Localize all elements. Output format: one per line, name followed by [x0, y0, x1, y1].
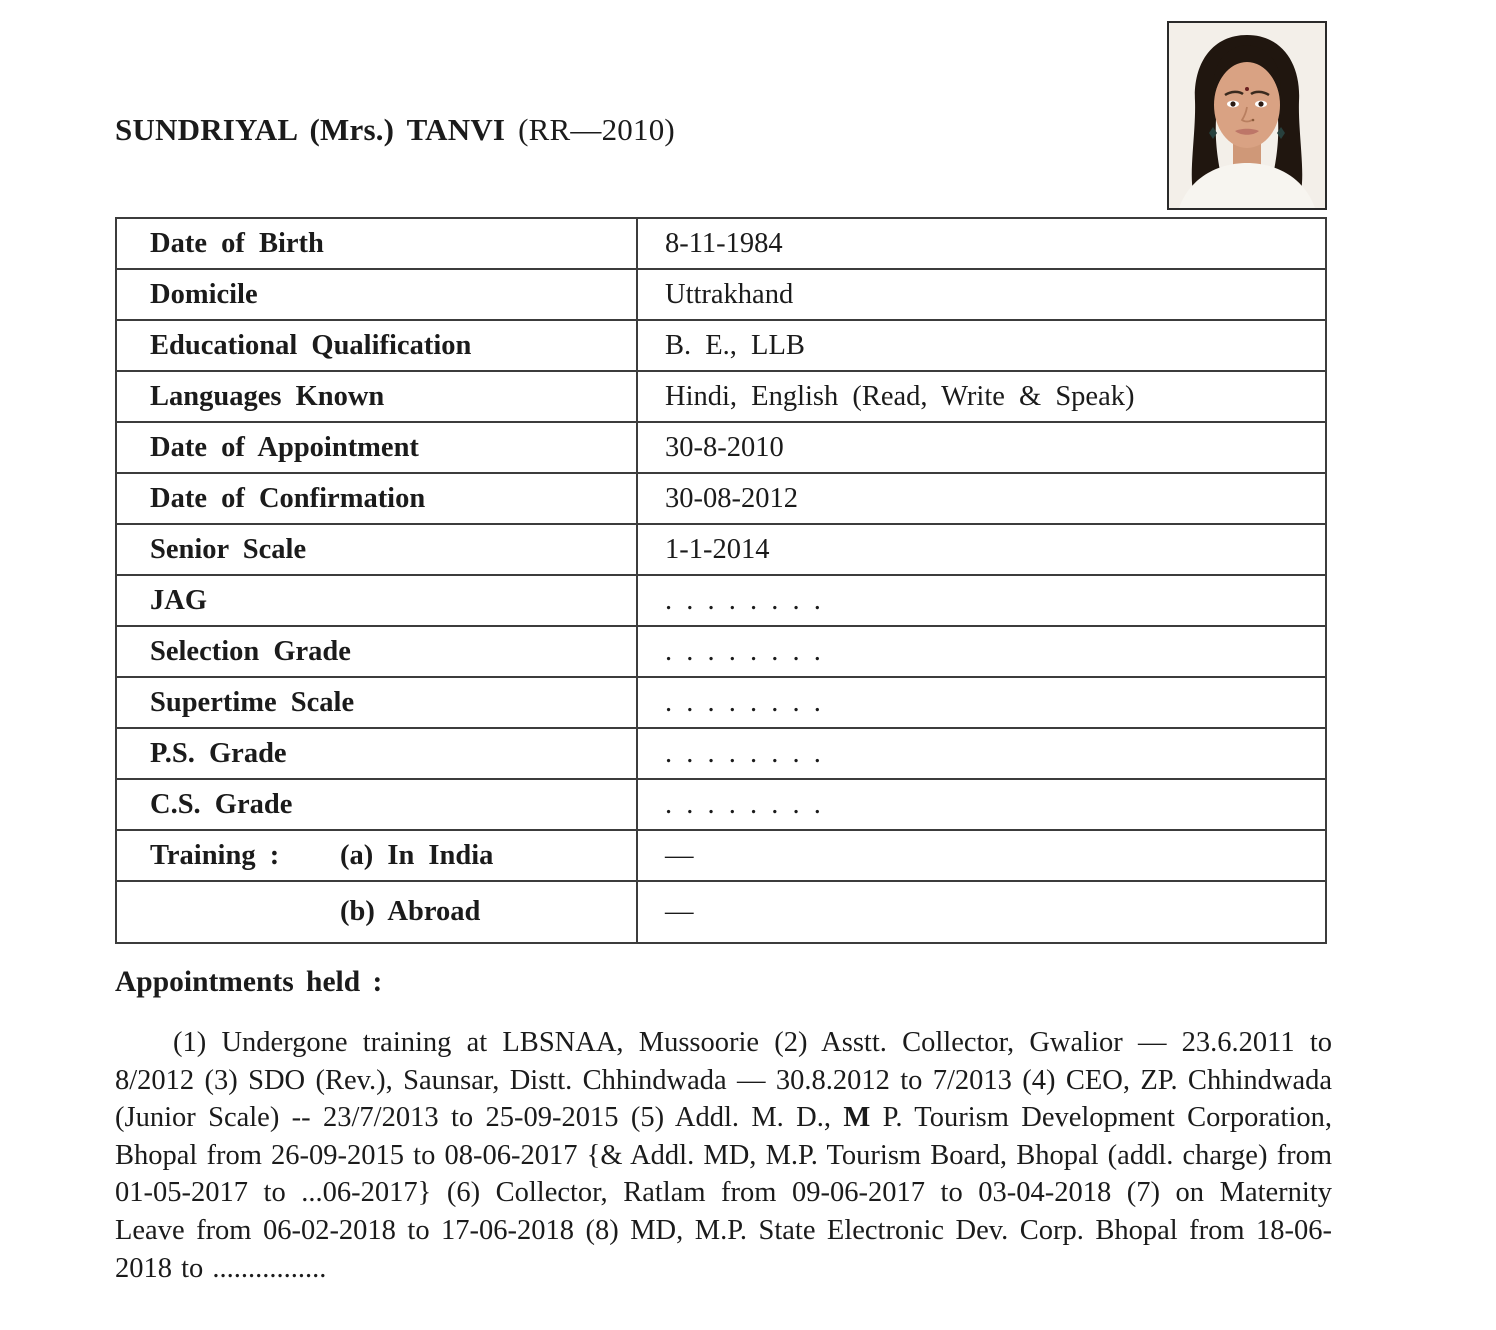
table-row — [116, 371, 1326, 422]
table-row — [116, 728, 1326, 779]
table-row — [116, 779, 1326, 830]
row-label-cell — [116, 320, 637, 371]
table-row — [116, 422, 1326, 473]
row-value: . . . . . . . . — [637, 728, 1326, 779]
row-label-cell — [116, 422, 637, 473]
row-label-cell — [116, 626, 637, 677]
row-label: P.S. Grade — [150, 737, 287, 769]
row-label: Educational Qualification — [150, 329, 472, 361]
row-label: Selection Grade — [150, 635, 351, 667]
row-label: Date of Birth — [150, 227, 324, 259]
paragraph-segment: P. Tourism Development Corporation, Bhopal from 26-09-2015 to 08-06-2017 {& Addl. MD, M.P. Tourism Board, Bhopal (addl. charge) from 01-05-2017 to ...06-2017} (6) Collector, Ratlam from 09-06-2017 to 03-04-2018 (7) on Maternity Leave from 06-02-2018 to 17-06-2018 (8) MD, M.P. State Electronic Dev. Corp. Bhopal from 18-06-2018 to ................ — [115, 1102, 1333, 1284]
appointments-paragraph — [115, 1024, 1332, 1287]
row-value: — — [637, 881, 1326, 943]
table-row — [116, 320, 1326, 371]
table-row — [116, 830, 1326, 881]
row-label: Domicile — [150, 278, 258, 310]
profile-table-body — [116, 218, 1326, 943]
row-label: Senior Scale — [150, 533, 307, 565]
row-label-cell — [116, 218, 637, 269]
row-sublabel: (b) Abroad — [340, 896, 481, 927]
row-value: Hindi, English (Read, Write & Speak) — [637, 371, 1326, 422]
paragraph-segment: (1) Undergone training at LBSNAA, Mussoorie (2) Asstt. Collector, Gwalior — 23.6.2011 to 8/2012 (3) SDO (Rev.), Saunsar, Distt. Chhindwada — 30.8.2012 to 7/2013 (4) CEO, ZP. Chhindwada (Junior Scale) -- 23/7/2013 to 25-09-2015 (5) Addl. M. D., — [115, 1027, 1332, 1134]
row-label: C.S. Grade — [150, 788, 293, 820]
row-value: 1-1-2014 — [637, 524, 1326, 575]
row-label-cell — [116, 830, 637, 881]
table-row — [116, 269, 1326, 320]
row-value: . . . . . . . . — [637, 626, 1326, 677]
row-value: 30-8-2010 — [637, 422, 1326, 473]
row-value: B. E., LLB — [637, 320, 1326, 371]
row-label-cell — [116, 473, 637, 524]
row-label: Supertime Scale — [150, 686, 355, 718]
row-label-cell — [116, 881, 637, 943]
row-value: — — [637, 830, 1326, 881]
officer-batch: (RR—2010) — [518, 112, 675, 147]
table-row — [116, 626, 1326, 677]
row-value: 30-08-2012 — [637, 473, 1326, 524]
row-sublabel: (a) In India — [340, 839, 494, 871]
row-label-cell — [116, 524, 637, 575]
table-row — [116, 677, 1326, 728]
row-label: Languages Known — [150, 380, 385, 412]
page-title — [115, 112, 675, 148]
officer-name: SUNDRIYAL (Mrs.) TANVI — [115, 112, 506, 147]
table-row — [116, 473, 1326, 524]
row-label: JAG — [150, 584, 207, 616]
row-value: . . . . . . . . — [637, 779, 1326, 830]
row-label: Training : — [150, 839, 280, 871]
paragraph-segment-bold: M — [843, 1102, 871, 1134]
row-value: 8-11-1984 — [637, 218, 1326, 269]
row-label-cell — [116, 677, 637, 728]
photo-frame — [1167, 21, 1327, 210]
row-label: Date of Confirmation — [150, 482, 426, 514]
row-label-cell — [116, 371, 637, 422]
row-value: . . . . . . . . — [637, 677, 1326, 728]
table-row — [116, 575, 1326, 626]
table-row — [116, 524, 1326, 575]
table-row — [116, 218, 1326, 269]
table-row — [116, 881, 1326, 943]
appointments-heading: Appointments held : — [115, 966, 383, 998]
row-label-cell — [116, 728, 637, 779]
profile-table — [115, 217, 1327, 944]
row-value: . . . . . . . . — [637, 575, 1326, 626]
row-label-cell — [116, 779, 637, 830]
row-label-cell — [116, 269, 637, 320]
row-label-cell — [116, 575, 637, 626]
row-label: Date of Appointment — [150, 431, 419, 463]
portrait-photo — [1169, 23, 1325, 208]
row-value: Uttrakhand — [637, 269, 1326, 320]
